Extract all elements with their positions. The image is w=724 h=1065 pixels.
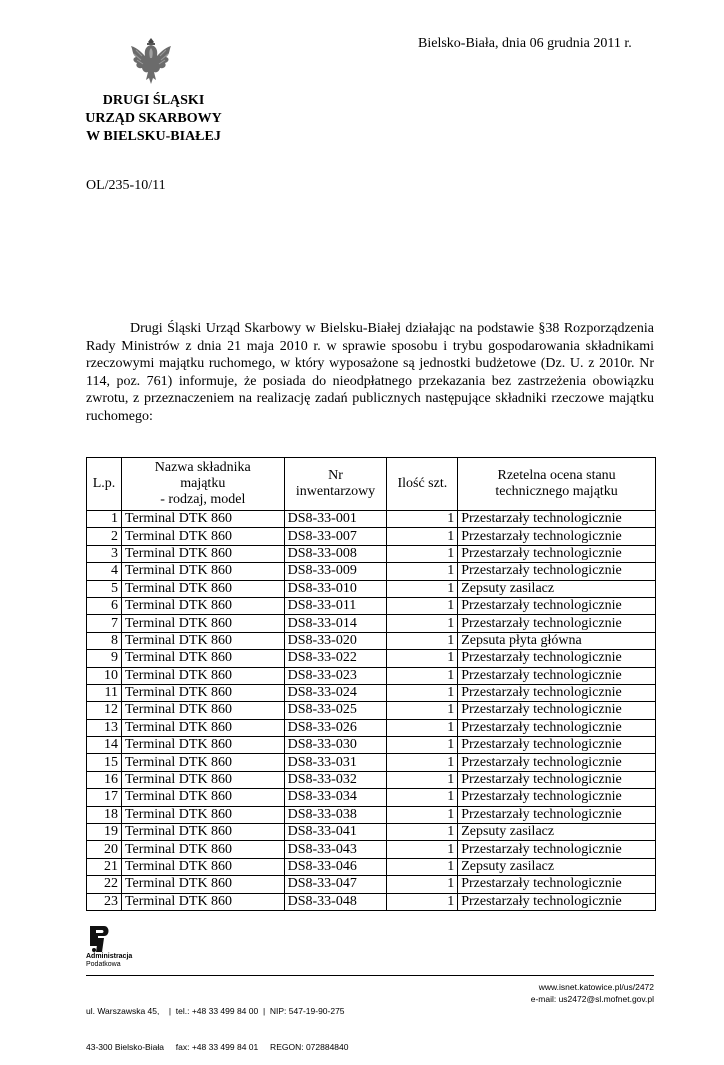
table-row (87, 841, 656, 858)
cell-lp: 15 (87, 754, 122, 771)
polish-eagle-emblem-icon (128, 36, 174, 86)
cell-lp: 13 (87, 719, 122, 736)
header-quantity: Ilość szt. (387, 458, 458, 511)
cell-condition: Przestarzały technologicznie (458, 563, 656, 580)
footer-email-link[interactable]: e-mail: us2472@sl.mofnet.gov.pl (530, 994, 654, 1004)
cell-lp: 23 (87, 893, 122, 910)
cell-inventory: DS8-33-014 (284, 615, 387, 632)
header-name-line-3: - rodzaj, model (160, 492, 246, 507)
table-row (87, 702, 656, 719)
assets-table (86, 457, 656, 911)
table-row (87, 858, 656, 875)
cell-quantity: 1 (387, 684, 458, 701)
cell-lp: 18 (87, 806, 122, 823)
cell-quantity: 1 (387, 650, 458, 667)
cell-condition: Przestarzały technologicznie (458, 841, 656, 858)
table-header-row (87, 458, 656, 511)
cell-name: Terminal DTK 860 (121, 737, 284, 754)
cell-inventory: DS8-33-020 (284, 632, 387, 649)
cell-inventory: DS8-33-007 (284, 528, 387, 545)
cell-lp: 9 (87, 650, 122, 667)
cell-inventory: DS8-33-031 (284, 754, 387, 771)
cell-lp: 8 (87, 632, 122, 649)
cell-quantity: 1 (387, 789, 458, 806)
footer-contact (400, 981, 654, 1005)
cell-inventory: DS8-33-024 (284, 684, 387, 701)
cell-name: Terminal DTK 860 (121, 684, 284, 701)
cell-quantity: 1 (387, 893, 458, 910)
cell-name: Terminal DTK 860 (121, 528, 284, 545)
cell-lp: 19 (87, 824, 122, 841)
table-row (87, 528, 656, 545)
cell-condition: Zepsuty zasilacz (458, 824, 656, 841)
cell-condition: Przestarzały technologicznie (458, 702, 656, 719)
header-condition-line-1: Rzetelna ocena stanu (497, 468, 616, 483)
cell-condition: Przestarzały technologicznie (458, 771, 656, 788)
cell-condition: Przestarzały technologicznie (458, 511, 656, 528)
cell-inventory: DS8-33-008 (284, 545, 387, 562)
cell-quantity: 1 (387, 771, 458, 788)
cell-condition: Przestarzały technologicznie (458, 754, 656, 771)
cell-condition: Przestarzały technologicznie (458, 737, 656, 754)
cell-name: Terminal DTK 860 (121, 563, 284, 580)
table-row (87, 824, 656, 841)
header-condition (458, 458, 656, 511)
cell-lp: 2 (87, 528, 122, 545)
office-line-2: URZĄD SKARBOWY (85, 111, 222, 126)
cell-quantity: 1 (387, 632, 458, 649)
table-row (87, 719, 656, 736)
cell-inventory: DS8-33-043 (284, 841, 387, 858)
cell-inventory: DS8-33-026 (284, 719, 387, 736)
header-inventory (284, 458, 387, 511)
cell-inventory: DS8-33-030 (284, 737, 387, 754)
cell-inventory: DS8-33-025 (284, 702, 387, 719)
cell-lp: 12 (87, 702, 122, 719)
cell-condition: Przestarzały technologicznie (458, 650, 656, 667)
table-row (87, 632, 656, 649)
table-row (87, 615, 656, 632)
cell-lp: 7 (87, 615, 122, 632)
header-name-line-2: majątku (180, 476, 226, 491)
footer-left-line-2: 43-300 Bielsko-Biała fax: +48 33 499 84 01 REGON: 072884840 (86, 1042, 349, 1052)
table-body (87, 511, 656, 911)
office-name (80, 92, 227, 146)
table-row (87, 789, 656, 806)
table-row (87, 563, 656, 580)
cell-quantity: 1 (387, 824, 458, 841)
cell-lp: 6 (87, 597, 122, 614)
cell-lp: 21 (87, 858, 122, 875)
cell-inventory: DS8-33-009 (284, 563, 387, 580)
cell-name: Terminal DTK 860 (121, 858, 284, 875)
cell-quantity: 1 (387, 841, 458, 858)
header-lp: L.p. (87, 458, 122, 511)
header-inventory-line-2: inwentarzowy (295, 484, 376, 499)
cell-lp: 1 (87, 511, 122, 528)
cell-lp: 3 (87, 545, 122, 562)
cell-inventory: DS8-33-011 (284, 597, 387, 614)
cell-name: Terminal DTK 860 (121, 545, 284, 562)
cell-condition: Przestarzały technologicznie (458, 719, 656, 736)
cell-name: Terminal DTK 860 (121, 702, 284, 719)
cell-condition: Przestarzały technologicznie (458, 615, 656, 632)
cell-name: Terminal DTK 860 (121, 719, 284, 736)
cell-name: Terminal DTK 860 (121, 754, 284, 771)
cell-condition: Przestarzały technologicznie (458, 528, 656, 545)
cell-name: Terminal DTK 860 (121, 632, 284, 649)
cell-inventory: DS8-33-010 (284, 580, 387, 597)
table-row (87, 737, 656, 754)
footer-left-line-1: ul. Warszawska 45, | tel.: +48 33 499 84 00 | NIP: 547-19-90-275 (86, 1006, 345, 1016)
cell-quantity: 1 (387, 545, 458, 562)
table-row (87, 754, 656, 771)
cell-inventory: DS8-33-046 (284, 858, 387, 875)
table-row (87, 684, 656, 701)
footer-address (86, 981, 349, 1065)
cell-condition: Przestarzały technologicznie (458, 667, 656, 684)
header-name-line-1: Nazwa składnika (154, 460, 251, 475)
cell-inventory: DS8-33-023 (284, 667, 387, 684)
cell-lp: 4 (87, 563, 122, 580)
cell-name: Terminal DTK 860 (121, 597, 284, 614)
place-date: Bielsko-Biała, dnia 06 grudnia 2011 r. (418, 36, 632, 51)
cell-quantity: 1 (387, 597, 458, 614)
cell-condition: Zepsuty zasilacz (458, 858, 656, 875)
cell-quantity: 1 (387, 806, 458, 823)
cell-condition: Przestarzały technologicznie (458, 806, 656, 823)
cell-lp: 16 (87, 771, 122, 788)
cell-lp: 10 (87, 667, 122, 684)
header-name (121, 458, 284, 511)
table-row (87, 771, 656, 788)
cell-name: Terminal DTK 860 (121, 841, 284, 858)
cell-inventory: DS8-33-022 (284, 650, 387, 667)
cell-inventory: DS8-33-032 (284, 771, 387, 788)
cell-name: Terminal DTK 860 (121, 511, 284, 528)
cell-lp: 11 (87, 684, 122, 701)
cell-inventory: DS8-33-038 (284, 806, 387, 823)
cell-inventory: DS8-33-047 (284, 876, 387, 893)
cell-inventory: DS8-33-048 (284, 893, 387, 910)
footer-website-link[interactable]: www.isnet.katowice.pl/us/2472 (538, 982, 654, 992)
header-inventory-line-1: Nr (328, 468, 343, 483)
cell-condition: Przestarzały technologicznie (458, 893, 656, 910)
header-condition-line-2: technicznego majątku (495, 484, 618, 499)
cell-quantity: 1 (387, 719, 458, 736)
table-row (87, 667, 656, 684)
cell-condition: Przestarzały technologicznie (458, 876, 656, 893)
cell-condition: Przestarzały technologicznie (458, 597, 656, 614)
cell-condition: Przestarzały technologicznie (458, 545, 656, 562)
cell-condition: Zepsuta płyta główna (458, 632, 656, 649)
cell-name: Terminal DTK 860 (121, 580, 284, 597)
cell-quantity: 1 (387, 563, 458, 580)
cell-lp: 22 (87, 876, 122, 893)
body-paragraph: Drugi Śląski Urząd Skarbowy w Bielsku-Białej działając na podstawie §38 Rozporządzenia Rady Ministrów z dnia 21 maja 2010 r. w sprawie sposobu i trybu gospodarowania składnikami rzeczowymi majątku ruchomego, w który wyposażone są jednostki budżetowe (Dz. U. z 2010r. Nr 114, poz. 761) informuje, że posiada do nieodpłatnego przekazania bez zastrzeżenia obowiązku zwrotu, z przeznaczeniem na realizację zadań publicznych następujące składniki rzeczowe majątku ruchomego: (86, 321, 654, 424)
cell-name: Terminal DTK 860 (121, 806, 284, 823)
office-line-3: W BIELSKU-BIAŁEJ (86, 129, 221, 144)
cell-quantity: 1 (387, 702, 458, 719)
table-row (87, 597, 656, 614)
cell-condition: Przestarzały technologicznie (458, 789, 656, 806)
table-row (87, 806, 656, 823)
office-line-1: DRUGI ŚLĄSKI (102, 93, 205, 108)
cell-name: Terminal DTK 860 (121, 876, 284, 893)
cell-lp: 14 (87, 737, 122, 754)
cell-quantity: 1 (387, 737, 458, 754)
table-row (87, 650, 656, 667)
footer-logo-text (86, 953, 132, 969)
cell-name: Terminal DTK 860 (121, 824, 284, 841)
cell-name: Terminal DTK 860 (121, 667, 284, 684)
table-row (87, 876, 656, 893)
footer-logo-line-2: Podatkowa (86, 961, 121, 968)
cell-name: Terminal DTK 860 (121, 893, 284, 910)
cell-lp: 20 (87, 841, 122, 858)
table-row (87, 893, 656, 910)
cell-quantity: 1 (387, 580, 458, 597)
cell-quantity: 1 (387, 754, 458, 771)
table-row (87, 580, 656, 597)
cell-name: Terminal DTK 860 (121, 771, 284, 788)
cell-name: Terminal DTK 860 (121, 789, 284, 806)
reference-number: OL/235-10/11 (86, 178, 166, 193)
cell-condition: Zepsuty zasilacz (458, 580, 656, 597)
footer-logo-line-1: Administracja (86, 953, 133, 960)
cell-condition: Przestarzały technologicznie (458, 684, 656, 701)
cell-quantity: 1 (387, 858, 458, 875)
cell-name: Terminal DTK 860 (121, 650, 284, 667)
cell-lp: 5 (87, 580, 122, 597)
cell-quantity: 1 (387, 511, 458, 528)
cell-inventory: DS8-33-001 (284, 511, 387, 528)
cell-quantity: 1 (387, 876, 458, 893)
cell-quantity: 1 (387, 667, 458, 684)
footer-divider (86, 975, 654, 976)
table-row (87, 511, 656, 528)
cell-name: Terminal DTK 860 (121, 615, 284, 632)
cell-lp: 17 (87, 789, 122, 806)
cell-quantity: 1 (387, 528, 458, 545)
table-row (87, 545, 656, 562)
cell-inventory: DS8-33-034 (284, 789, 387, 806)
cell-quantity: 1 (387, 615, 458, 632)
cell-inventory: DS8-33-041 (284, 824, 387, 841)
